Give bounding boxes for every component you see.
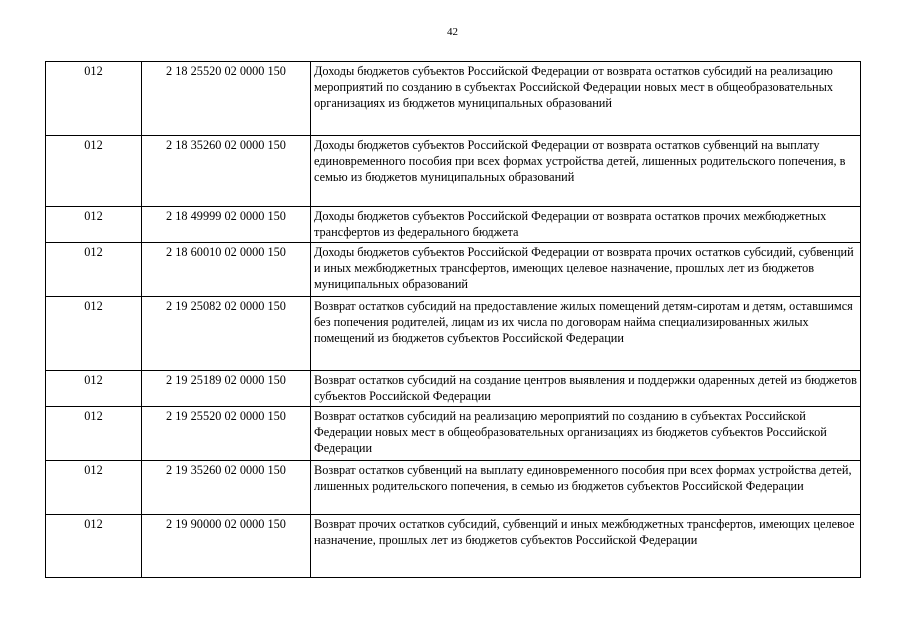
admin-code-cell: 012: [46, 136, 142, 207]
revenue-name-cell: Возврат остатков субсидий на предоставление жилых помещений детям-сиротам и детям, оставшимся без попечения родителей, лицам из их числа по договорам найма специализированных жилых помещений из бюджетов субъектов Российской Федерации: [311, 297, 861, 371]
revenue-name-cell: Возврат прочих остатков субсидий, субвенций и иных межбюджетных трансфертов, имеющих целевое назначение, прошлых лет из бюджетов субъектов Российской Федерации: [311, 515, 861, 578]
table-row: [46, 371, 861, 407]
budget-code-cell: 2 19 25082 02 0000 150: [142, 297, 311, 371]
budget-code-cell: 2 18 25520 02 0000 150: [142, 62, 311, 136]
admin-code-cell: 012: [46, 461, 142, 515]
budget-code-cell: 2 18 60010 02 0000 150: [142, 243, 311, 297]
admin-code-cell: 012: [46, 243, 142, 297]
table-row: [46, 297, 861, 371]
table-row: [46, 243, 861, 297]
budget-code-cell: 2 18 35260 02 0000 150: [142, 136, 311, 207]
revenue-name-cell: Доходы бюджетов субъектов Российской Федерации от возврата остатков субсидий на реализацию мероприятий по созданию в субъектах Российской Федерации новых мест в общеобразовательных организациях из бюджетов муниципальных образований: [311, 62, 861, 136]
table-row: [46, 136, 861, 207]
admin-code-cell: 012: [46, 515, 142, 578]
revenue-name-cell: Возврат остатков субвенций на выплату единовременного пособия при всех формах устройства детей, лишенных родительского попечения, в семью из бюджетов субъектов Российской Федерации: [311, 461, 861, 515]
revenue-name-cell: Возврат остатков субсидий на создание центров выявления и поддержки одаренных детей из бюджетов субъектов Российской Федерации: [311, 371, 861, 407]
table-row: [46, 207, 861, 243]
budget-code-cell: 2 18 49999 02 0000 150: [142, 207, 311, 243]
budget-code-cell: 2 19 25520 02 0000 150: [142, 407, 311, 461]
table-row: [46, 461, 861, 515]
revenue-name-cell: Доходы бюджетов субъектов Российской Федерации от возврата прочих остатков субсидий, субвенций и иных межбюджетных трансфертов, имеющих целевое назначение, прошлых лет из бюджетов муниципальных образований: [311, 243, 861, 297]
admin-code-cell: 012: [46, 297, 142, 371]
admin-code-cell: 012: [46, 371, 142, 407]
admin-code-cell: 012: [46, 407, 142, 461]
revenue-name-cell: Доходы бюджетов субъектов Российской Федерации от возврата остатков прочих межбюджетных трансфертов из федерального бюджета: [311, 207, 861, 243]
revenue-name-cell: Доходы бюджетов субъектов Российской Федерации от возврата остатков субвенций на выплату единовременного пособия при всех формах устройства детей, лишенных родительского попечения, в семью из бюджетов муниципальных образований: [311, 136, 861, 207]
budget-code-cell: 2 19 25189 02 0000 150: [142, 371, 311, 407]
revenue-name-cell: Возврат остатков субсидий на реализацию мероприятий по созданию в субъектах Российской Федерации новых мест в общеобразовательных организациях из бюджетов субъектов Российской Федерации: [311, 407, 861, 461]
table-row: [46, 62, 861, 136]
admin-code-cell: 012: [46, 62, 142, 136]
budget-code-cell: 2 19 35260 02 0000 150: [142, 461, 311, 515]
table-row: [46, 515, 861, 578]
table-row: [46, 407, 861, 461]
table-body: [46, 62, 861, 578]
budget-classification-table: [45, 61, 861, 578]
page-number: 42: [447, 26, 458, 38]
budget-code-cell: 2 19 90000 02 0000 150: [142, 515, 311, 578]
admin-code-cell: 012: [46, 207, 142, 243]
